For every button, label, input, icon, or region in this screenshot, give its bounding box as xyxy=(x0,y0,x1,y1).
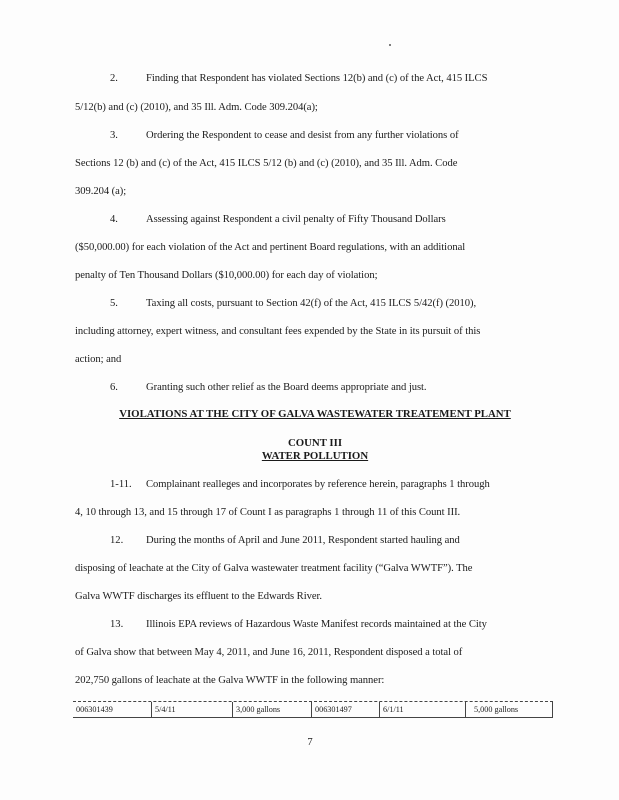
paragraph-1-11-line-2: 4, 10 through 13, and 15 through 17 of Count I as paragraphs 1 through 11 of this Count III. xyxy=(75,507,461,518)
paragraph-3-number: 3. xyxy=(110,130,118,141)
table-cell-manifest-2: 006301497 xyxy=(312,702,380,717)
paragraph-12-line-3: Galva WWTF discharges its effluent to the Edwards River. xyxy=(75,591,322,602)
page-number: 7 xyxy=(307,737,313,748)
paragraph-5-line-3: action; and xyxy=(75,354,122,365)
paragraph-4-line-2: ($50,000.00) for each violation of the Act and pertinent Board regulations, with an additional xyxy=(75,242,466,253)
paragraph-2-line-1: Finding that Respondent has violated Sections 12(b) and (c) of the Act, 415 ILCS xyxy=(146,73,488,84)
table-cell-date-1: 5/4/11 xyxy=(155,705,176,714)
paragraph-4-line-3: penalty of Ten Thousand Dollars ($10,000.00) for each day of violation; xyxy=(75,270,378,281)
paragraph-3-line-1: Ordering the Respondent to cease and desist from any further violations of xyxy=(146,130,459,141)
paragraph-13-line-2: of Galva show that between May 4, 2011, and June 16, 2011, Respondent disposed a total of xyxy=(75,647,463,658)
paragraph-13-line-1: Illinois EPA reviews of Hazardous Waste Manifest records maintained at the City xyxy=(146,619,487,630)
section-heading: VIOLATIONS AT THE CITY OF GALVA WASTEWATER TREATEMENT PLANT xyxy=(119,408,511,420)
paragraph-3-line-3: 309.204 (a); xyxy=(75,186,127,197)
paragraph-13-line-3: 202,750 gallons of leachate at the Galva WWTF in the following manner: xyxy=(75,675,385,686)
paragraph-4-number: 4. xyxy=(110,214,118,225)
table-cell-volume-1: 3,000 gallons xyxy=(232,702,312,717)
table-cell-manifest-1: 006301439 xyxy=(73,702,152,717)
paragraph-4-line-1: Assessing against Respondent a civil penalty of Fifty Thousand Dollars xyxy=(146,214,446,225)
paragraph-5-line-1: Taxing all costs, pursuant to Section 42(f) of the Act, 415 ILCS 5/42(f) (2010), xyxy=(146,298,477,309)
paragraph-6-line-1: Granting such other relief as the Board deems appropriate and just. xyxy=(146,382,427,393)
paragraph-3-line-2: Sections 12 (b) and (c) of the Act, 415 ILCS 5/12 (b) and (c) (2010), and 35 Ill. Adm. Code xyxy=(75,158,458,169)
paragraph-12-line-2: disposing of leachate at the City of Galva wastewater treatment facility (“Galva WWTF”). The xyxy=(75,563,473,574)
paragraph-12-line-1: During the months of April and June 2011, Respondent started hauling and xyxy=(146,535,460,546)
paragraph-13-number: 13. xyxy=(110,619,124,630)
paragraph-2-number: 2. xyxy=(110,73,118,84)
paragraph-12-number: 12. xyxy=(110,535,124,546)
paragraph-2-line-2: 5/12(b) and (c) (2010), and 35 Ill. Adm. Code 309.204(a); xyxy=(75,102,318,113)
paragraph-5-line-2: including attorney, expert witness, and consultant fees expended by the State in its pursuit of this xyxy=(75,326,481,337)
scan-speck xyxy=(389,44,391,46)
manifest-table xyxy=(73,701,553,718)
table-cell-volume-2: 5,000 gallons xyxy=(466,702,553,717)
table-cell-date-2: 6/1/11 xyxy=(380,702,466,717)
paragraph-5-number: 5. xyxy=(110,298,118,309)
count-title-heading: WATER POLLUTION xyxy=(261,450,369,462)
paragraph-1-11-line-1: Complainant realleges and incorporates by reference herein, paragraphs 1 through xyxy=(146,479,490,490)
paragraph-6-number: 6. xyxy=(110,382,118,393)
count-heading: COUNT III xyxy=(287,437,343,449)
paragraph-1-11-number: 1-11. xyxy=(110,479,132,490)
